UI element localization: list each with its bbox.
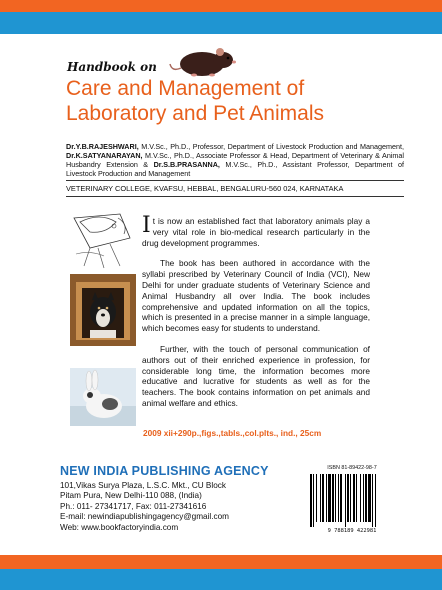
barcode-bar — [326, 474, 327, 522]
barcode-bar — [322, 474, 324, 522]
barcode-bar — [332, 474, 334, 522]
handbook-on-label: Handbook on — [67, 60, 157, 74]
paragraph-1 — [142, 213, 370, 248]
phone-fax: Ph.: 011- 27341717, Fax: 011-27341616 — [60, 501, 207, 511]
barcode-bar — [316, 474, 317, 522]
top-blue-band — [0, 12, 442, 34]
barcode-bar — [365, 474, 367, 522]
bottom-orange-band — [0, 555, 442, 569]
barcode-bar — [335, 474, 336, 522]
barcode-bar — [372, 474, 373, 527]
barcode-bar — [360, 474, 361, 522]
publisher-address — [60, 481, 229, 533]
dog-photo — [70, 274, 136, 346]
paragraph-3: Further, with the touch of personal communication of authors out of their enriched experience in profession, for considerable long time, the information becomes more educative and lucrative for students as well as for the teachers. The book contains information on pet animals and animal welfare and ethics. — [142, 343, 370, 408]
barcode-bar — [345, 474, 346, 527]
paragraph-1-text: t is now an established fact that laboratory animals play a very vital role in bio-medical research particularly in the drug development programmes. — [142, 216, 370, 248]
address-line-2: Pitam Pura, New Delhi-110 088, (India) — [60, 491, 202, 501]
barcode-digits: 9 788189 422981 — [327, 528, 377, 534]
mouse-illustration — [168, 40, 240, 80]
top-orange-band — [0, 0, 442, 12]
barcode-bar — [313, 474, 314, 527]
barcode-bar — [338, 474, 339, 522]
address-line-1: 101,Vikas Surya Plaza, L.S.C. Mkt., CU Block — [60, 481, 226, 490]
author-1-name: Dr.Y.B.RAJESHWARI, — [66, 142, 139, 151]
book-title — [66, 76, 386, 126]
barcode-bar — [350, 474, 351, 522]
author-3-name: Dr.S.B.PRASANNA, — [153, 160, 220, 169]
barcode-bar — [340, 474, 342, 522]
barcode-bar — [363, 474, 364, 522]
barcode-bar — [375, 474, 376, 527]
author-3-desc: M.V.Sc., Ph.D., Assistant Professor, Department of Livestock Production and Management — [66, 160, 405, 178]
website: Web: www.bookfactoryindia.com — [60, 522, 179, 532]
lab-animal-sketch — [70, 208, 138, 272]
barcode-bar — [328, 474, 331, 522]
barcode-bar — [356, 474, 357, 522]
college-name: VETERINARY COLLEGE, KVAFSU, HEBBAL, BENGALURU-560 024, KARNATAKA — [66, 184, 344, 193]
publisher-name: NEW INDIA PUBLISHING AGENCY — [60, 464, 269, 478]
barcode-bar — [368, 474, 371, 522]
book-specs: 2009 xii+290p.,figs.,tabls.,col.plts., ind., 25cm — [143, 428, 322, 438]
divider-top — [66, 180, 404, 181]
barcode — [304, 465, 400, 537]
barcode-bars — [310, 474, 394, 527]
barcode-bar — [310, 474, 312, 527]
title-line-2: Laboratory and Pet Animals — [66, 102, 324, 125]
author-2-desc: M.V.Sc., Ph.D., Associate Professor & Head, Department of Veterinary & Animal Husbandry Extension & — [66, 151, 404, 169]
barcode-bar — [353, 474, 355, 522]
drop-cap: I — [142, 213, 151, 238]
description — [142, 213, 370, 419]
title-line-1: Care and Management of — [66, 77, 305, 100]
paragraph-2: The book has been authored in accordance with the syllabi prescribed by Veterinary Council of India (VCI), New Delhi for under graduate students of Veterinary Science and Animal Husbandry all over India. The book includes comprehensive and updated information on all the topics, which is presented in a precise manner in a simple language, which becomes easy for students to understand. — [142, 258, 370, 334]
isbn-label: ISBN 81-89422-98-7 — [327, 465, 377, 471]
author-2-name: Dr.K.SATYANARAYAN, — [66, 151, 143, 160]
author-1-desc: M.V.Sc., Ph.D., Professor, Department of Livestock Production and Management, — [138, 142, 404, 151]
barcode-bar — [347, 474, 349, 522]
divider-bottom — [66, 196, 404, 197]
rabbit-photo — [70, 368, 136, 426]
email: E-mail: newindiapublishingagency@gmail.com — [60, 512, 229, 522]
authors-block — [66, 142, 404, 178]
bottom-blue-band — [0, 569, 442, 590]
barcode-bar — [320, 474, 321, 522]
